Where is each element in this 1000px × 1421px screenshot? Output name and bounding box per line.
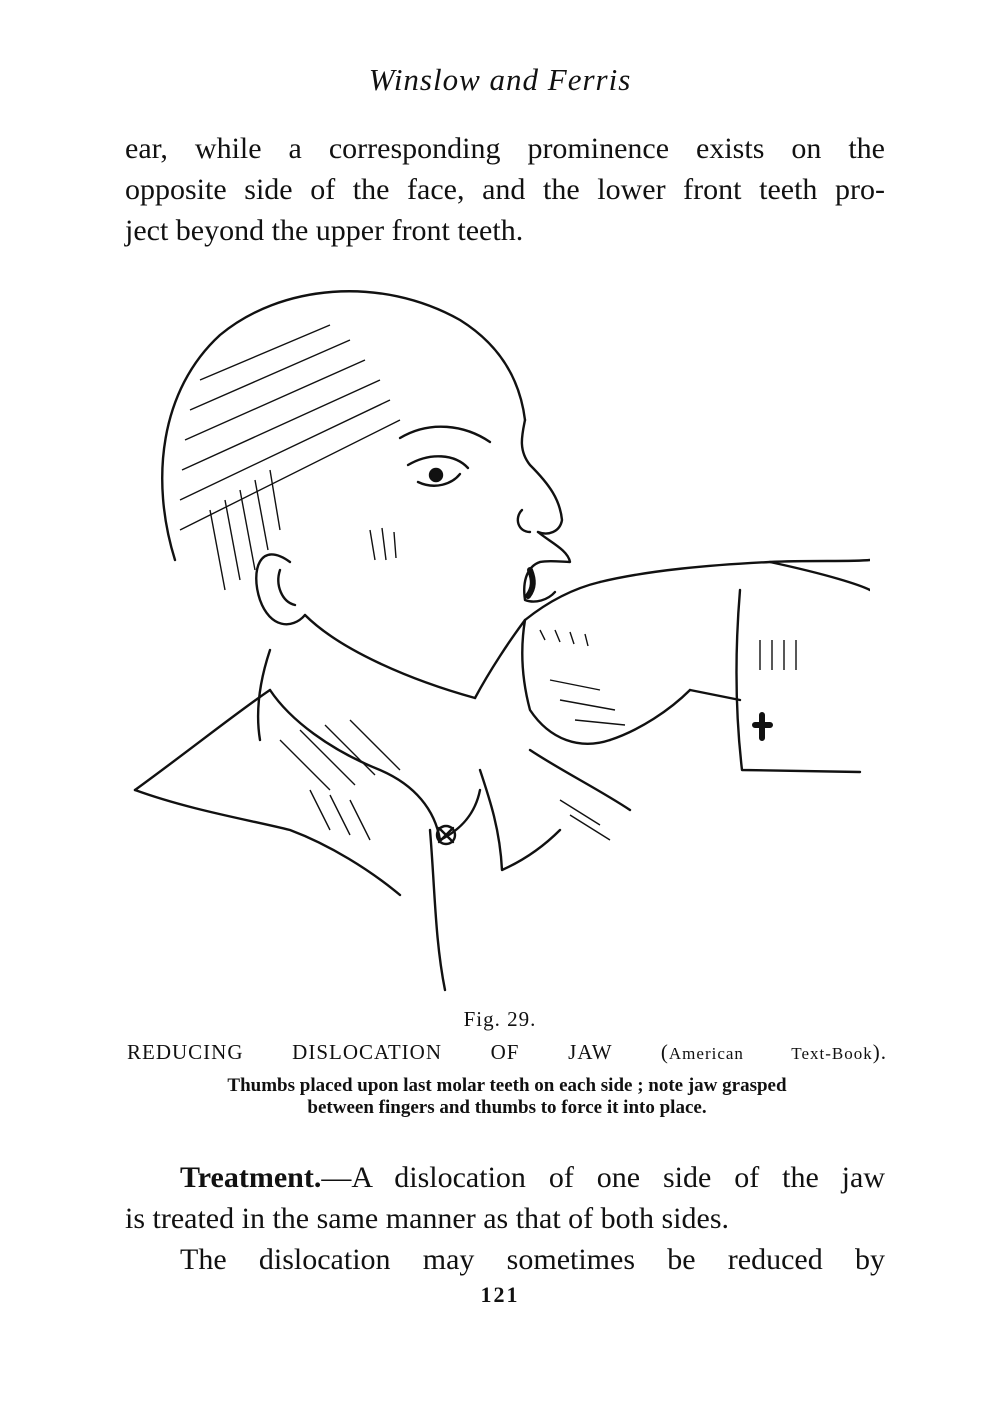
treatment-paragraph xyxy=(125,1157,885,1280)
page-number: 121 xyxy=(480,1282,520,1307)
figure-description-line: between fingers and thumbs to force it into place. xyxy=(307,1097,707,1118)
treatment-heading: Treatment. xyxy=(180,1161,322,1194)
treatment-line-rest: —A dislocation of one side of the jaw xyxy=(321,1161,885,1194)
figure-description-line: Thumbs placed upon last molar teeth on each side ; note jaw grasped xyxy=(227,1075,787,1096)
paragraph-line: The dislocation may sometimes be reduced by xyxy=(180,1243,885,1276)
running-head: Winslow and Ferris xyxy=(368,62,632,97)
jaw-dislocation-illustration xyxy=(130,270,870,1000)
top-paragraph xyxy=(125,128,885,251)
figure-title xyxy=(127,1040,887,1065)
paragraph-line: ject beyond the upper front teeth. xyxy=(125,214,524,247)
figure-title-source: American Text-Book xyxy=(668,1044,873,1063)
paragraph-line: opposite side of the face, and the lower front teeth pro- xyxy=(125,173,885,206)
paragraph-line: is treated in the same manner as that of both sides. xyxy=(125,1202,729,1235)
figure-title-close: ). xyxy=(872,1040,887,1064)
paragraph-line: ear, while a corresponding prominence exists on the xyxy=(125,132,885,165)
paragraph-line xyxy=(125,1157,885,1198)
figure-description xyxy=(127,1075,887,1119)
figure-number: Fig. 29. xyxy=(463,1007,537,1031)
figure-title-main: REDUCING DISLOCATION OF JAW ( xyxy=(127,1040,669,1064)
